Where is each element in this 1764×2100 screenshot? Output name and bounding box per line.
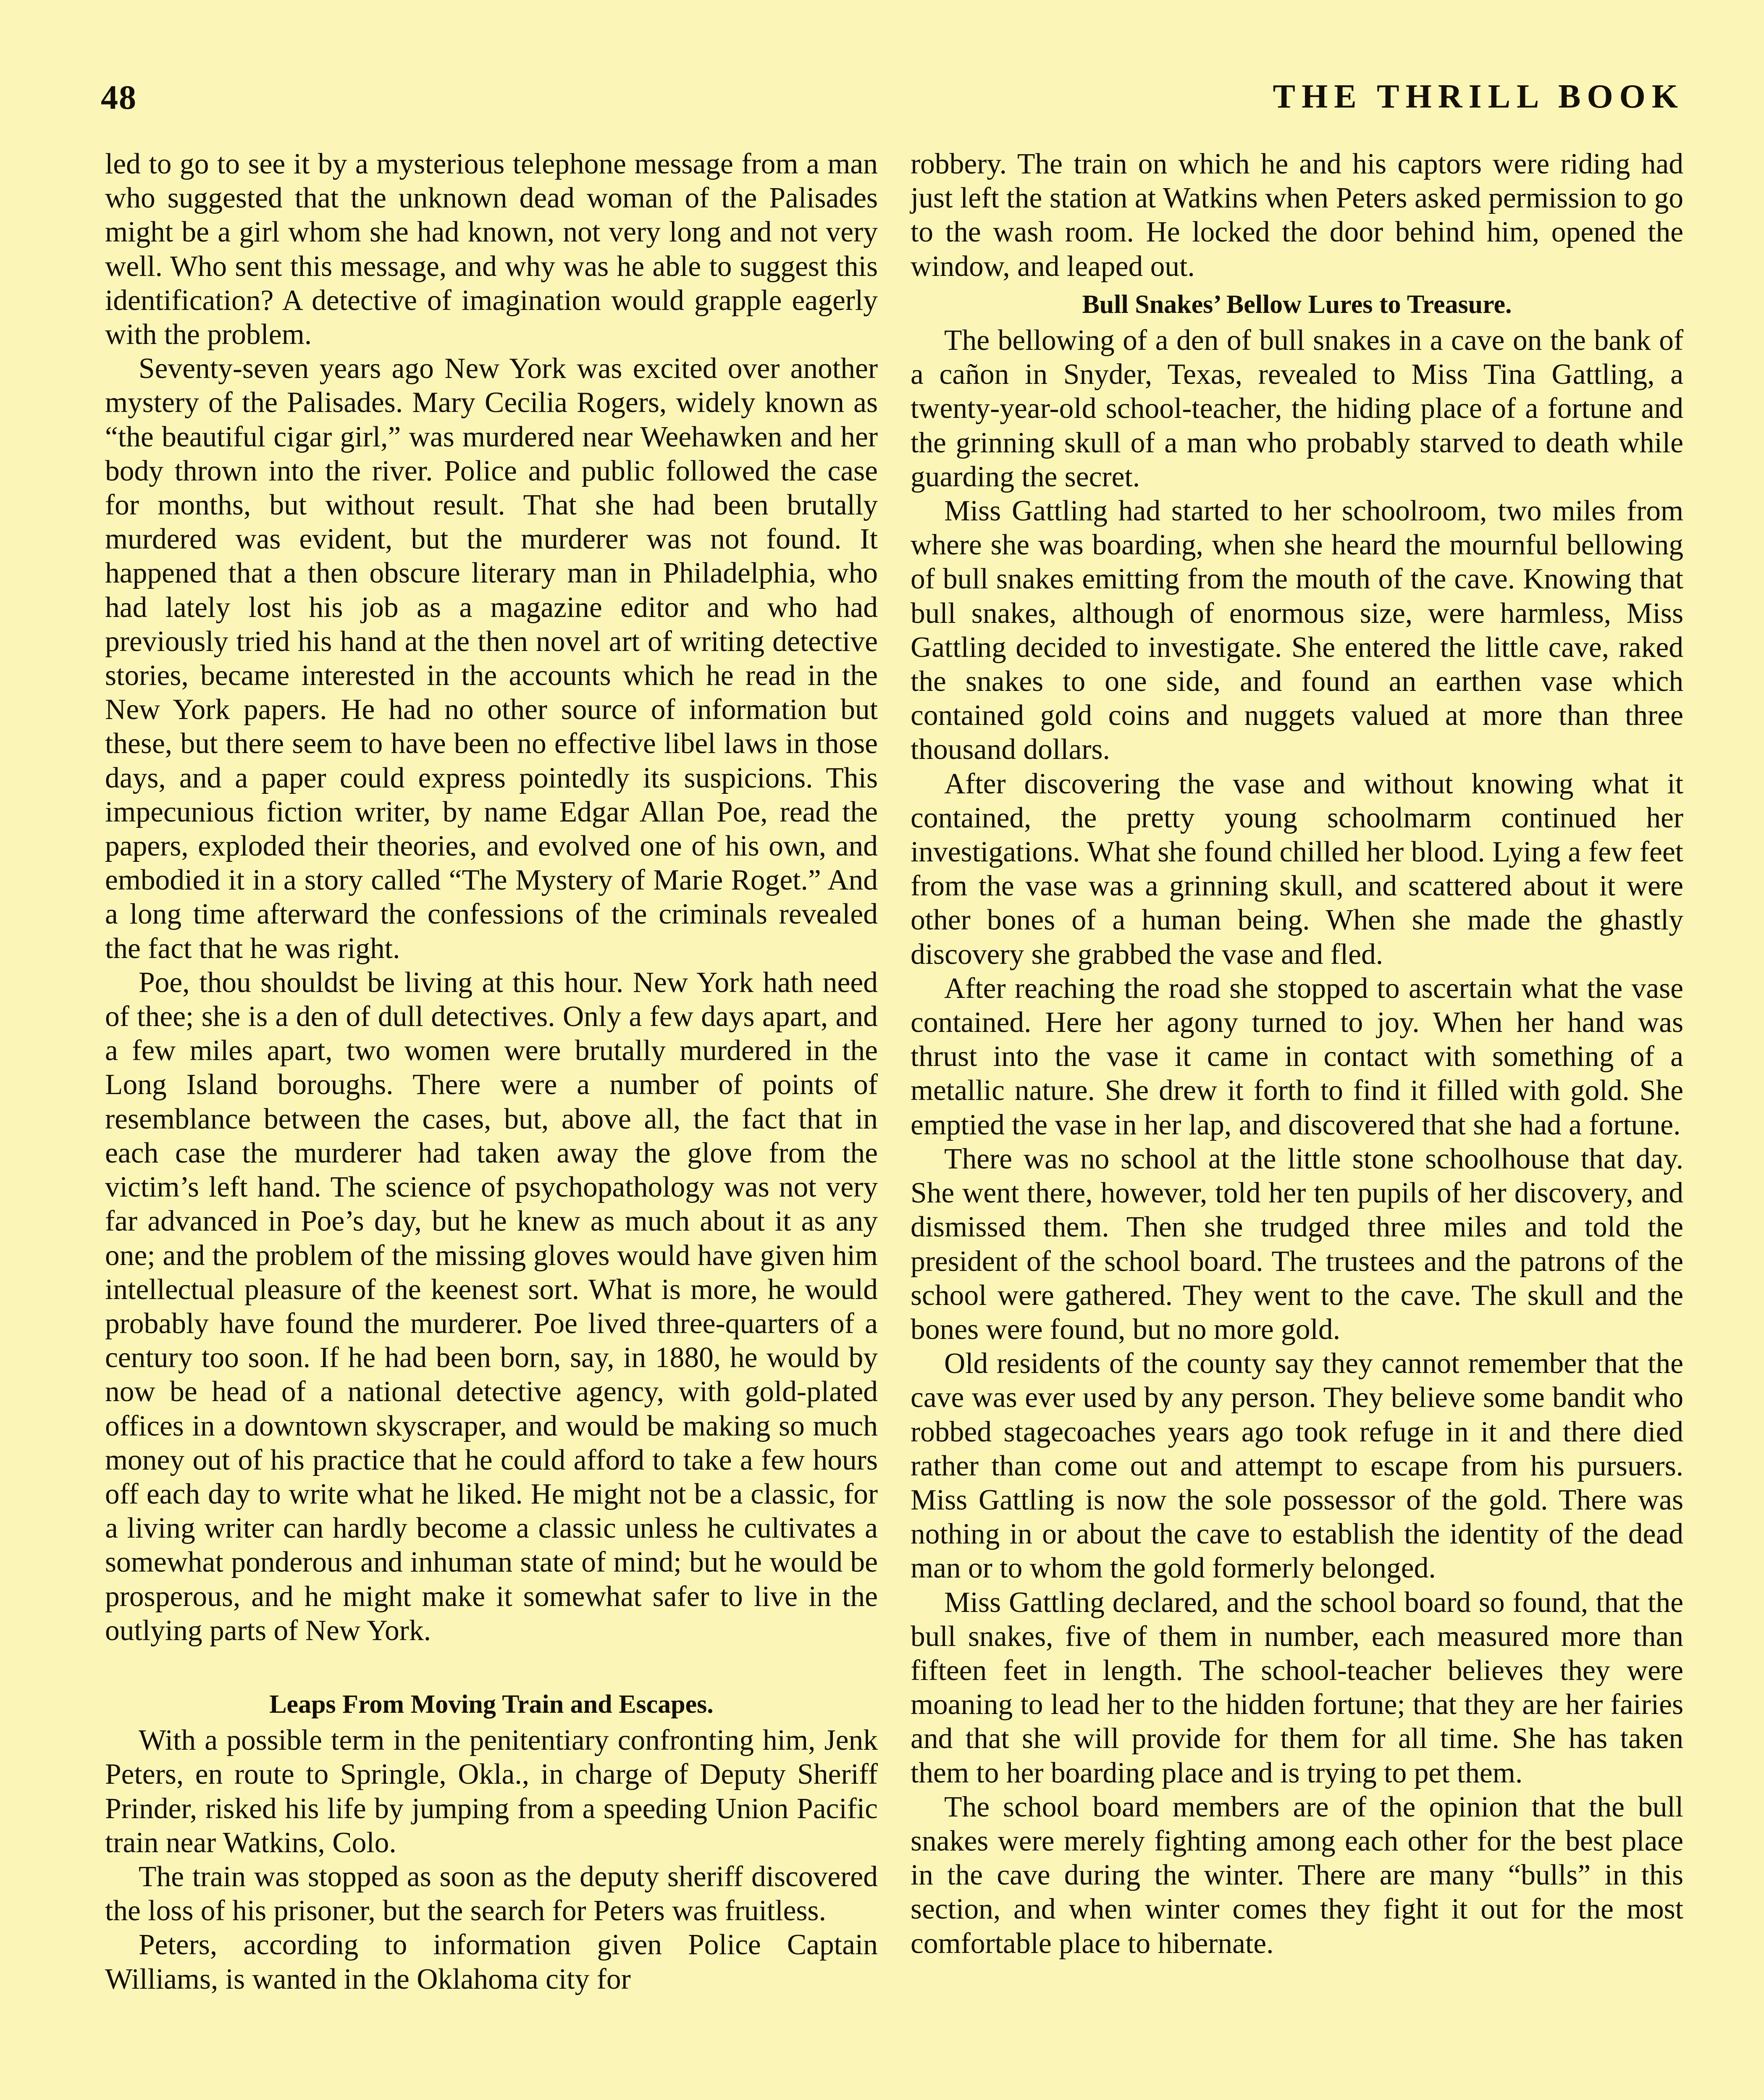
left-paragraph-6: Peters, according to information given Police Captain Williams, is wanted in the Oklahoma city for [105,1929,878,1995]
left-paragraph-2: Seventy-seven years ago New York was excited over another mystery of the Palisades. Mary Cecilia Rogers, widely known as “the beautiful cigar girl,” was murdered near Weehawken and her body thrown into the river. Police and public followed the case for months, but without result. That she had been brutally murdered was evident, but the murderer was not found. It happened that a then obscure literary man in Philadelphia, who had lately lost his job as a magazine editor and who had previously tried his hand at the then novel art of writing detective stories, became interested in the accounts which he read in the New York papers. He had no other source of information but these, but there seem to have been no effective libel laws in those days, and a paper could express pointedly its suspicions. This impecunious fiction writer, by name Edgar Allan Poe, read the papers, exploded their theories, and evolved one of his own, and embodied it in a story called “The Mystery of Marie Roget.” And a long time afterward the confessions of the criminals revealed the fact that he was right. [105,352,878,965]
section-heading-bull-snakes: Bull Snakes’ Bellow Lures to Treasure. [1082,290,1512,319]
left-paragraph-4: With a possible term in the penitentiary confronting him, Jenk Peters, en route to Springle, Okla., in charge of Deputy Sheriff Prinder, risked his life by jumping from a speeding Union Pacific train near Watkins, Colo. [105,1724,878,1859]
left-paragraph-5: The train was stopped as soon as the deputy sheriff discovered the loss of his prisoner, but the search for Peters was fruitless. [105,1860,878,1927]
page-number: 48 [101,78,137,116]
right-paragraph-7: Old residents of the county say they cannot remember that the cave was ever used by any person. They believe some bandit who robbed stagecoaches years ago took refuge in it and there died rather than come out and attempt to escape from his pursuers. Miss Gattling is now the sole possessor of the gold. There was nothing in or about the cave to establish the identity of the dead man or to whom the gold formerly belonged. [911,1347,1683,1585]
right-paragraph-3: Miss Gattling had started to her schoolroom, two miles from where she was boarding, when she heard the mournful bellowing of bull snakes emitting from the mouth of the cave. Knowing that bull snakes, although of enormous size, were harmless, Miss Gattling decided to investigate. She entered the little cave, raked the snakes to one side, and found an earthen vase which contained gold coins and nuggets valued at more than three thousand dollars. [911,495,1683,766]
right-paragraph-6: There was no school at the little stone schoolhouse that day. She went there, however, told her ten pupils of her discovery, and dismissed them. Then she trudged three miles and told the president of the school board. The trustees and the patrons of the school were gathered. They went to the cave. The skull and the bones were found, but no more gold. [911,1142,1683,1346]
section-heading-train-escape: Leaps From Moving Train and Escapes. [269,1690,714,1719]
left-paragraph-1: led to go to see it by a mysterious telephone message from a man who suggested that the unknown dead woman of the Palisades might be a girl whom she had known, not very long and not very well. Who sent this message, and why was he able to suggest this identification? A detective of imagination would grapple eagerly with the problem. [105,148,878,351]
right-paragraph-8: Miss Gattling declared, and the school board so found, that the bull snakes, five of them in number, each measured more than fifteen feet in length. The school-teacher believes they were moaning to lead her to the hidden fortune; that they are her fairies and that she will provide for them for all time. She has taken them to her boarding place and is trying to pet them. [911,1586,1683,1789]
right-paragraph-5: After reaching the road she stopped to ascertain what the vase contained. Here her agony turned to joy. When her hand was thrust into the vase it came in contact with something of a metallic nature. She drew it forth to find it filled with gold. She emptied the vase in her lap, and discovered that she had a fortune. [911,972,1683,1141]
page-header [101,78,1684,124]
right-paragraph-1: robbery. The train on which he and his captors were riding had just left the station at Watkins when Peters asked permission to go to the wash room. He locked the door behind him, opened the window, and leaped out. [911,148,1683,283]
right-paragraph-9: The school board members are of the opinion that the bull snakes were merely fighting among each other for the best place in the cave during the winter. There are many “bulls” in this section, and when winter comes they fight it out for the most comfortable place to hibernate. [911,1790,1683,1960]
right-column [911,147,1683,1961]
running-title: THE THRILL BOOK [1273,78,1684,115]
right-paragraph-2: The bellowing of a den of bull snakes in a cave on the bank of a cañon in Snyder, Texas, revealed to Miss Tina Gattling, a twenty-year-old school-teacher, the hiding place of a fortune and the grinning skull of a man who probably starved to death while guarding the secret. [911,324,1683,493]
right-paragraph-4: After discovering the vase and without knowing what it contained, the pretty young schoolmarm continued her investigations. What she found chilled her blood. Lying a few feet from the vase was a grinning skull, and scattered about it were other bones of a human being. When she made the ghastly discovery she grabbed the vase and fled. [911,767,1683,971]
left-column [105,147,878,1996]
left-paragraph-3: Poe, thou shouldst be living at this hour. New York hath need of thee; she is a den of dull detectives. Only a few days apart, and a few miles apart, two women were brutally murdered in the Long Island boroughs. There were a number of points of resemblance between the cases, but, above all, the fact that in each case the murderer had taken away the glove from the victim’s left hand. The science of psychopathology was not very far advanced in Poe’s day, but he knew as much about it as any one; and the problem of the missing gloves would have given him intellectual pleasure of the keenest sort. What is more, he would probably have found the murderer. Poe lived three-quarters of a century too soon. If he had been born, say, in 1880, he would by now be head of a national detective agency, with gold-plated offices in a downtown skyscraper, and would be making so much money out of his practice that he could afford to take a few hours off each day to write what he liked. He might not be a classic, for a living writer can hardly become a classic unless he cultivates a somewhat ponderous and inhuman state of mind; but he would be prosperous, and he might make it somewhat safer to live in the outlying parts of New York. [105,966,878,1647]
